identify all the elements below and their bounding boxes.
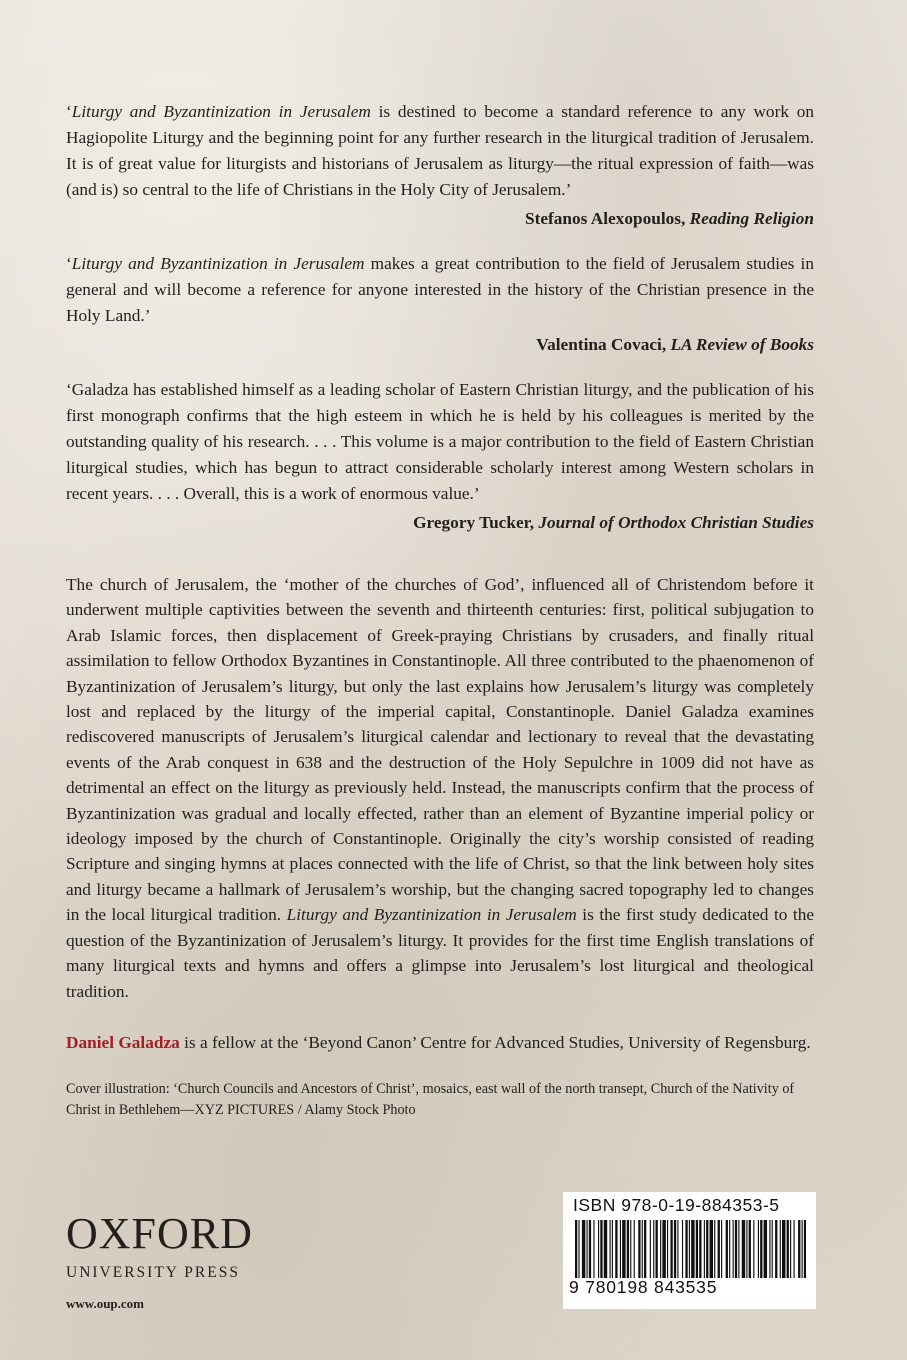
review-1 [66,99,814,232]
barcode-bar [726,1220,728,1278]
barcode-bar [718,1220,720,1278]
review-2 [66,251,814,358]
barcode-bar [644,1220,646,1278]
barcode-bar [656,1220,658,1278]
barcode-bar [729,1220,730,1278]
barcode-bar [642,1220,643,1278]
barcode-bar [620,1220,621,1278]
isbn-label: ISBN 978-0-19-884353-5 [573,1195,780,1215]
publisher-press: UNIVERSITY PRESS [66,1264,240,1281]
publisher-logo [66,1209,276,1284]
barcode-bar [582,1220,585,1278]
barcode-digits: 9 780198 843535 [569,1277,718,1297]
cover-credit: Cover illustration: ‘Church Councils and Ancestors of Christ’, mosaics, east wall of the north transept, Church of the Nativity of Christ in Bethlehem—XYZ PICTURES / Alamy Stock Photo [66,1081,795,1119]
barcode-bar [589,1220,591,1278]
back-cover-text [66,99,814,1121]
barcode-bar [802,1220,803,1278]
barcode-bar [787,1220,789,1278]
barcode-bar [735,1220,737,1278]
publisher-name: OXFORD [66,1209,253,1258]
review-quote: ‘Liturgy and Byzantinization in Jerusalem is destined to become a standard reference to any work on Hagiopolite Liturgy and the beginning point for any further research in the liturgical tradition of Jerusalem. It is of great value for liturgists and historians of Jerusalem as liturgy—the ritual expression of faith—was (and is) so central to the life of Christians in the Holy City of Jerusalem.’ [66,102,814,199]
barcode-bar [600,1220,602,1278]
barcode-bar [653,1220,654,1278]
barcode-bar [749,1220,751,1278]
barcode-bar [733,1220,734,1278]
barcode-bar [714,1220,715,1278]
barcode-bar [706,1220,708,1278]
barcode-bar [670,1220,672,1278]
barcode-bar [780,1220,781,1278]
barcode-bar [742,1220,745,1278]
barcode-bar [721,1220,722,1278]
barcode-bar [758,1220,759,1278]
barcode-bar [615,1220,617,1278]
barcode-bar [685,1220,687,1278]
barcode-bar [682,1220,683,1278]
barcode-bar [604,1220,607,1278]
barcode-bar [660,1220,661,1278]
barcode-bar [710,1220,713,1278]
barcode-bar [638,1220,640,1278]
barcode-bar [696,1220,698,1278]
author-name: Daniel Galadza [66,1032,180,1052]
review-source: Valentina Covaci, LA Review of Books [536,335,814,354]
barcode-bar [794,1220,795,1278]
barcode-bar [587,1220,588,1278]
barcode-bar [612,1220,613,1278]
barcode-bar [753,1220,754,1278]
barcode-bar [689,1220,690,1278]
isbn-barcode [563,1192,816,1309]
barcode-bar [775,1220,777,1278]
barcode-bar [650,1220,651,1278]
barcode-bars [573,1220,806,1278]
barcode-bar [790,1220,791,1278]
barcode-bar [769,1220,770,1278]
barcode-bar [760,1220,762,1278]
review-source: Stefanos Alexopoulos, Reading Religion [524,209,814,228]
barcode-bar [746,1220,747,1278]
author-bio: Daniel Galadza is a fellow at the ‘Beyond Canon’ Centre for Advanced Studies, University of Regensburg. [66,1032,811,1052]
barcode-bar [634,1220,635,1278]
barcode-bar [738,1220,739,1278]
barcode-bar [578,1220,579,1278]
review-quote: ‘Galadza has established himself as a leading scholar of Eastern Christian liturgy, and the publication of his first monograph confirms that the high esteem in which he is held by his colleagues is merited by the outstanding quality of his research. . . . This volume is a major contribution to the field of Eastern Christian liturgical studies, which has begun to attract considerable scholarly interest among Western scholars in recent years. . . . Overall, this is a work of enormous value.’ [66,380,814,503]
barcode-bar [622,1220,625,1278]
barcode-bar [667,1220,668,1278]
barcode-bar [575,1220,577,1278]
barcode-bar [630,1220,631,1278]
barcode-bar [610,1220,611,1278]
barcode-bar [677,1220,678,1278]
review-source: Gregory Tucker, Journal of Orthodox Christian Studies [413,513,814,532]
barcode-bar [598,1220,599,1278]
barcode-bar [772,1220,773,1278]
barcode-bar [704,1220,705,1278]
barcode-bar [764,1220,767,1278]
publisher-url[interactable]: www.oup.com [66,1296,145,1311]
review-quote: ‘Liturgy and Byzantinization in Jerusalem makes a great contribution to the field of Jerusalem studies in general and will become a reference for anyone interested in the history of the Christian presence in the Holy Land.’ [66,254,814,325]
barcode-bar [674,1220,676,1278]
review-3 [66,377,814,536]
barcode-bar [627,1220,629,1278]
book-description: The church of Jerusalem, the ‘mother of the churches of God’, influenced all of Christendom before it underwent multiple captivities between the seventh and thirteenth centuries: first, political subjugation to Arab Islamic forces, then displacement of Greek-praying Christians by crusaders, and finally ritual assimilation to fellow Orthodox Byzantines in Constantinople. All three contributed to the phaenomenon of Byzantinization of Jerusalem’s liturgy, but only the last explains how Jerusalem’s liturgy was completely lost and replaced by the liturgy of the imperial capital, Constantinople. Daniel Galadza examines rediscovered manuscripts of Jerusalem’s liturgical calendar and lectionary to reveal that the devastating events of the Arab conquest in 638 and the destruction of the Holy Sepulchre in 1009 did not have as detrimental an effect on the liturgy as previously held. Instead, the manuscripts confirm that the process of Byzantinization was gradual and locally effected, rather than an element of Byzantine imperial policy or ideology imposed by the church of Constantinople. Originally the city’s worship consisted of reading Scripture and singing hymns at places connected with the life of Christ, so that the link between holy sites and liturgy became a hallmark of Jerusalem’s worship, but the changing sacred topography led to changes in the local liturgical tradition. Liturgy and Byzantinization in Jerusalem is the first study dedicated to the question of the Byzantinization of Jerusalem’s liturgy. It provides for the first time English translations of many liturgical texts and hymns and offers a glimpse into Jerusalem’s lost liturgical and theological tradition. [66,575,815,1001]
barcode-bar [662,1220,665,1278]
barcode-bar [593,1220,594,1278]
barcode-bar [691,1220,694,1278]
barcode-bar [782,1220,785,1278]
barcode-bar [798,1220,800,1278]
barcode-bar [804,1220,806,1278]
barcode-bar [699,1220,701,1278]
